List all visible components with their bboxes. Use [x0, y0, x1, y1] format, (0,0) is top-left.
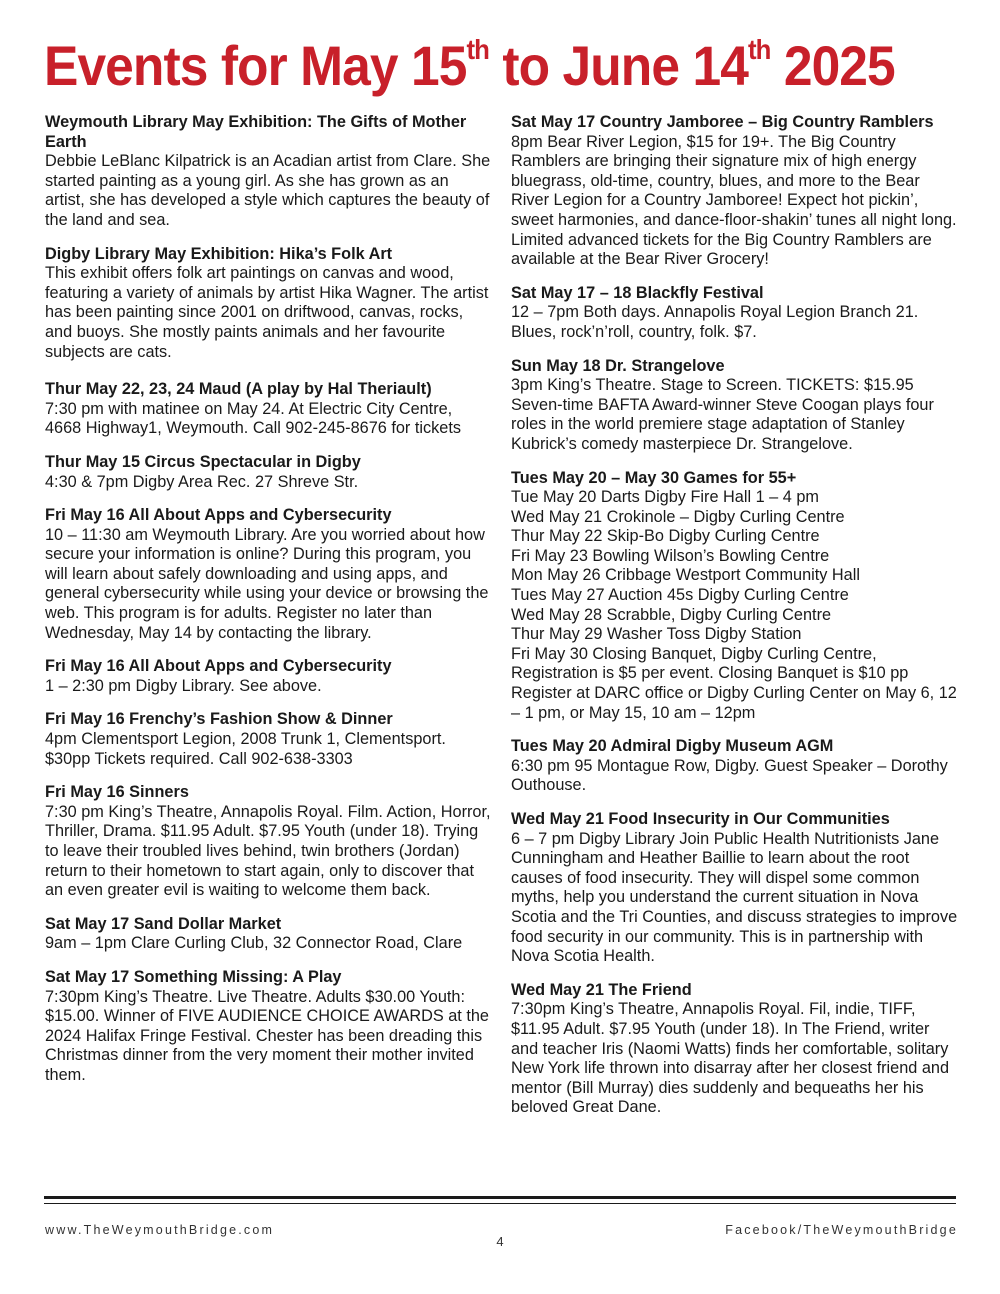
- event-description: 10 – 11:30 am Weymouth Library. Are you worried about how secure your information is online? During this program, you will learn about safely downloading and using apps, and general cybersecurity while using your device or browsing the web. This program is for adults. Register no later than Wednesday, May 14 by contacting the library.: [45, 525, 489, 642]
- event-title: Thur May 15 Circus Spectacular in Digby: [45, 452, 361, 471]
- event-description: 7:30 pm King’s Theatre, Annapolis Royal. Film. Action, Horror, Thriller, Drama. $11.95 Adult. $7.95 Youth (under 18). Trying to leave their troubled lives behind, twin brothers (Jordan) return to their hometown to start again, only to discover that an even greater evil is waiting to welcome them back.: [45, 802, 491, 900]
- event-description: 4:30 & 7pm Digby Area Rec. 27 Shreve Str.: [45, 472, 359, 491]
- event-title: Wed May 21 Food Insecurity in Our Communities: [511, 810, 890, 828]
- event-title: Sat May 17 Something Missing: A Play: [45, 967, 342, 986]
- event-description: 12 – 7pm Both days. Annapolis Royal Legion Branch 21. Blues, rock’n’roll, country, folk. $7.: [511, 303, 919, 341]
- left-column: [45, 113, 491, 1100]
- website-link[interactable]: www.TheWeymouthBridge.com: [45, 1223, 275, 1237]
- event-item: [511, 357, 959, 455]
- event-item: [511, 810, 959, 967]
- event-title: Fri May 16 Sinners: [45, 783, 189, 802]
- games-line: Fri May 30 Closing Banquet, Digby Curling Centre, Registration is $5 per event. Closing Banquet is $10 pp Register at DARC office or Digby Curling Center on May 6, 12 – 1 pm, or May 15, 10 am – 12pm: [511, 644, 957, 722]
- event-description: 1 – 2:30 pm Digby Library. See above.: [45, 676, 322, 695]
- event-item: [511, 981, 959, 1118]
- event-item: [45, 915, 491, 954]
- footer-divider-thin: [44, 1203, 956, 1204]
- games-line: Wed May 21 Crokinole – Digby Curling Centre: [511, 507, 845, 526]
- page-title: Events for May 15th to June 14th 2025: [44, 34, 895, 97]
- games-event: [511, 469, 959, 724]
- event-description: 7:30pm King’s Theatre. Live Theatre. Adults $30.00 Youth: $15.00. Winner of FIVE AUDIENCE CHOICE AWARDS at the 2024 Halifax Fringe Festival. Chester has been dreading this Christmas dinner from the very moment their mother invited them.: [45, 987, 489, 1084]
- event-item: [511, 737, 959, 796]
- footer-divider-thick: [44, 1196, 956, 1199]
- event-description: 7:30 pm with matinee on May 24. At Electric City Centre, 4668 Highway1, Weymouth. Call 902-245-8676 for tickets: [45, 399, 461, 438]
- event-description: This exhibit offers folk art paintings on canvas and wood, featuring a variety of animals by artist Hika Wagner. The artist has been painting since 2001 on driftwood, canvas, rocks, and buoys. She mostly paints animals and her favourite subjects are cats.: [45, 264, 489, 361]
- right-column: [511, 113, 959, 1132]
- event-title: Fri May 16 All About Apps and Cybersecurity: [45, 506, 392, 525]
- event-description: 6 – 7 pm Digby Library Join Public Health Nutritionists Jane Cunningham and Heather Baillie to learn about the root causes of food insecurity. They will dispel some common myths, help you understand the current situation in Nova Scotia and the Tri Counties, and discuss strategies to improve food security in our community. This is in partnership with Nova Scotia Health.: [511, 829, 958, 966]
- page-number: 4: [496, 1234, 504, 1249]
- event-item: [45, 710, 491, 769]
- games-line: Thur May 22 Skip-Bo Digby Curling Centre: [511, 527, 820, 546]
- event-item: [45, 113, 491, 231]
- games-line: Wed May 28 Scrabble, Digby Curling Centre: [511, 605, 832, 624]
- games-line: Tue May 20 Darts Digby Fire Hall 1 – 4 pm: [511, 488, 819, 507]
- event-title: Digby Library May Exhibition: Hika’s Folk Art: [45, 244, 393, 263]
- games-line: Thur May 29 Washer Toss Digby Station: [511, 625, 802, 644]
- facebook-link[interactable]: Facebook/TheWeymouthBridge: [725, 1223, 958, 1237]
- event-item: [45, 657, 491, 696]
- event-item: [45, 506, 491, 643]
- event-description: 4pm Clementsport Legion, 2008 Trunk 1, Clementsport. $30pp Tickets required. Call 902-638-3303: [45, 730, 446, 768]
- event-title: Fri May 16 All About Apps and Cybersecurity: [45, 657, 392, 676]
- event-item: [45, 783, 491, 901]
- event-item: [45, 380, 491, 439]
- event-title: Sat May 17 – 18 Blackfly Festival: [511, 283, 764, 302]
- event-item: [45, 245, 491, 363]
- event-description: 3pm King’s Theatre. Stage to Screen. TICKETS: $15.95 Seven-time BAFTA Award-winner Steve Coogan plays four roles in the world premiere stage adaptation of Stanley Kubrick’s comedy masterpiece Dr. Strangelove.: [511, 376, 934, 453]
- games-schedule: [511, 488, 959, 723]
- games-line: Mon May 26 Cribbage Westport Community Hall: [511, 566, 860, 585]
- event-item: [45, 453, 491, 492]
- event-title: Fri May 16 Frenchy’s Fashion Show & Dinner: [45, 710, 393, 729]
- event-title: Thur May 22, 23, 24 Maud (A play by Hal Theriault): [45, 380, 432, 399]
- games-line: Fri May 23 Bowling Wilson’s Bowling Centre: [511, 546, 830, 565]
- event-description: 9am – 1pm Clare Curling Club, 32 Connector Road, Clare: [45, 934, 463, 953]
- event-description: 8pm Bear River Legion, $15 for 19+. The Big Country Ramblers are bringing their signature mix of high energy bluegrass, old-time, country, blues, and more to the Bear River Legion for a Country Jamboree! Expect hot pickin’, sweet harmonies, and dance-floor-shakin’ tunes all night long. Limited advanced tickets for the Big Country Ramblers are available at the Bear River Grocery!: [511, 132, 957, 269]
- event-item: [45, 968, 491, 1086]
- event-item: [511, 113, 959, 270]
- event-title: Wed May 21 The Friend: [511, 980, 692, 999]
- event-title: Tues May 20 – May 30 Games for 55+: [511, 468, 797, 487]
- event-title: Sat May 17 Country Jamboree – Big Country Ramblers: [511, 113, 934, 131]
- event-title: Tues May 20 Admiral Digby Museum AGM: [511, 737, 834, 756]
- event-description: 6:30 pm 95 Montague Row, Digby. Guest Speaker – Dorothy Outhouse.: [511, 756, 948, 795]
- event-title: Weymouth Library May Exhibition: The Gifts of Mother Earth: [45, 113, 467, 151]
- games-line: Tues May 27 Auction 45s Digby Curling Centre: [511, 586, 849, 605]
- event-title: Sat May 17 Sand Dollar Market: [45, 914, 282, 933]
- event-description: Debbie LeBlanc Kilpatrick is an Acadian artist from Clare. She started painting as a young girl. As she has grown as an artist, she has developed a style which captures the beauty of the land and sea.: [45, 152, 491, 229]
- event-description: 7:30pm King’s Theatre, Annapolis Royal. Fil, indie, TIFF, $11.95 Adult. $7.95 Youth (under 18). In The Friend, writer and teacher Iris (Naomi Watts) finds her comfortable, solitary New York life thrown into disarray after her closest friend and mentor (Bill Murray) dies suddenly and bequeaths her his beloved Great Dane.: [511, 1000, 950, 1117]
- event-item: [511, 284, 959, 343]
- event-title: Sun May 18 Dr. Strangelove: [511, 356, 725, 375]
